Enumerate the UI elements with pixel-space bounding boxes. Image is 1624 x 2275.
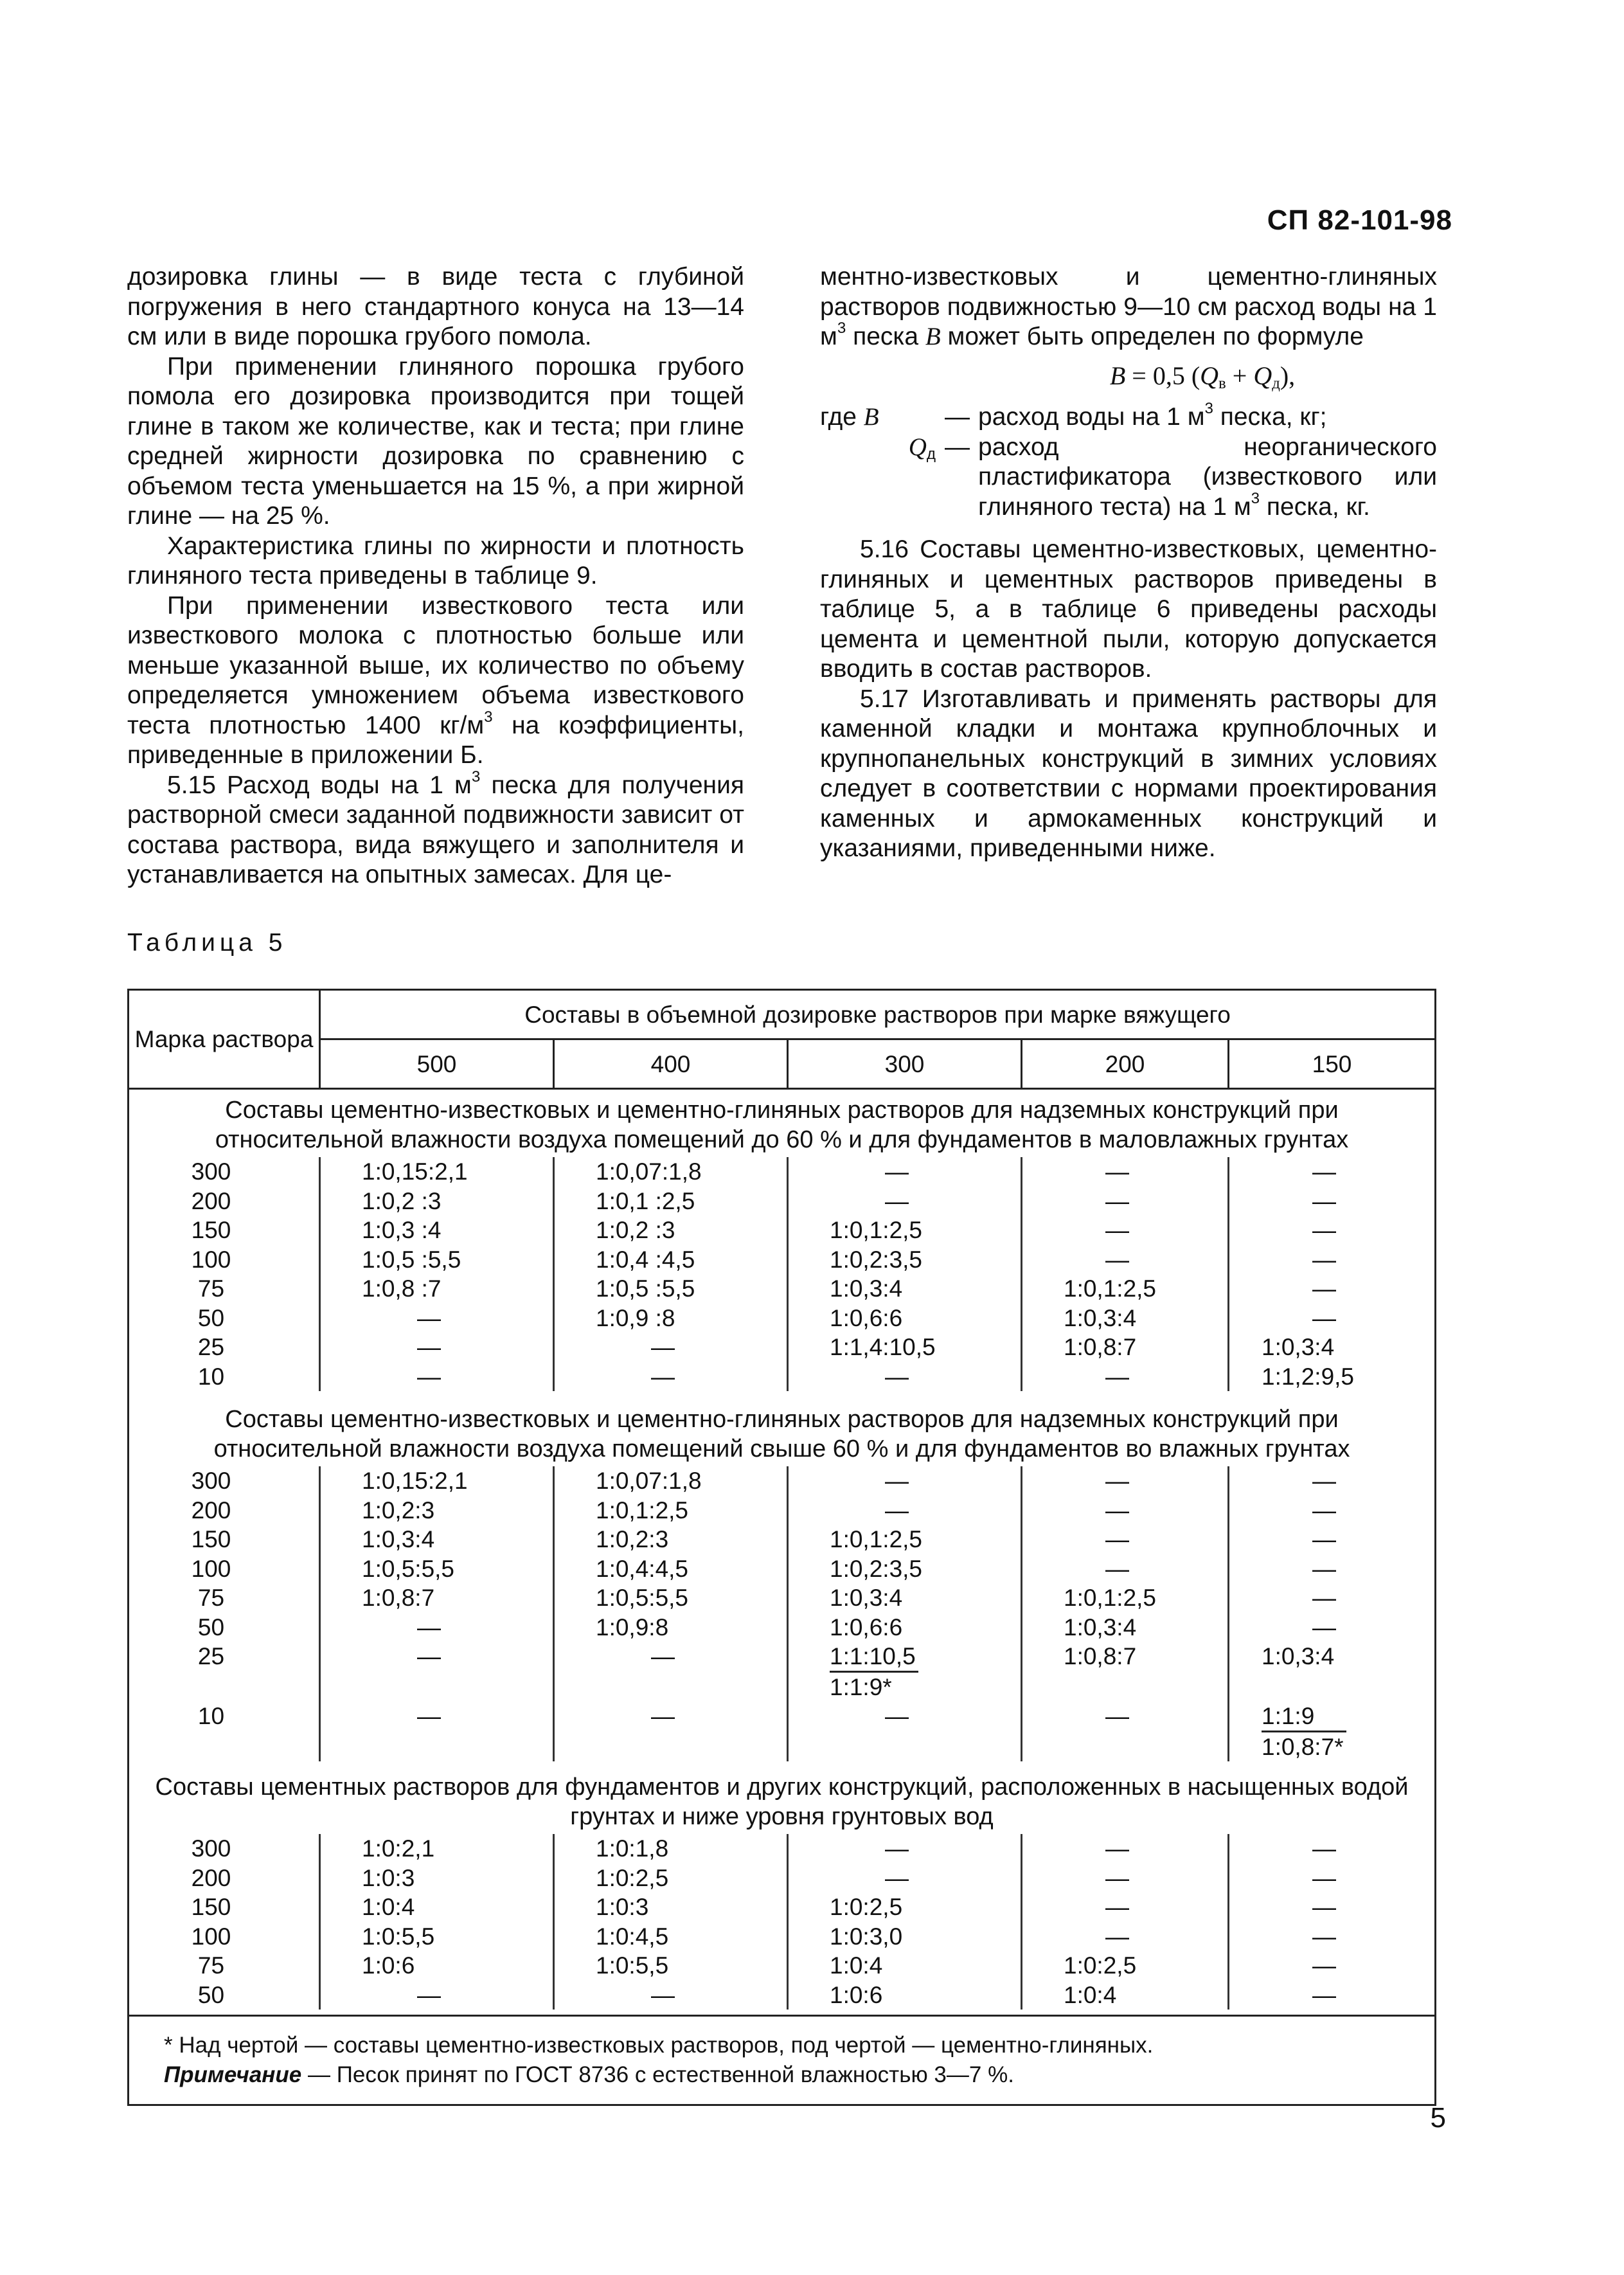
cell-value: — [320, 1981, 554, 2010]
row-mark: 50 [129, 1304, 320, 1333]
cell-value: — [1022, 1362, 1229, 1392]
cell-value: 1:0:3 [320, 1864, 554, 1893]
cell-value: — [1229, 1496, 1436, 1525]
row-mark: 75 [129, 1951, 320, 1981]
cell-value: 1:0,3:4 [1022, 1613, 1229, 1642]
table-header-row [129, 990, 1436, 1039]
cell-value: 1:0,2:3,5 [788, 1245, 1022, 1275]
table-row [129, 1362, 1436, 1392]
cell-value: 1:0,2 :3 [554, 1216, 788, 1245]
cell-value: 1:0,07:1,8 [554, 1466, 788, 1496]
definition-row: где B — расход воды на 1 $м^3$ песка, кг; [820, 399, 1327, 431]
table-row [129, 1216, 1436, 1245]
cell-value: 1:0:3,0 [788, 1922, 1022, 1952]
paragraph-water-consumption: ментно-известковых и цементно-глиняных растворов подвижностью 9—10 см расход воды на 1 $м^3$ песка B может быть определен по формуле [820, 263, 1437, 350]
section-spacer [129, 1391, 1436, 1396]
table-caption: Таблица 5 [127, 929, 287, 957]
cell-value: 1:0,1 :2,5 [554, 1187, 788, 1216]
section-3-body [129, 1764, 1436, 2016]
cell-value: — [554, 1333, 788, 1362]
cell-value: 1:0,9 :8 [554, 1304, 788, 1333]
cell-value: 1:0,6:6 [788, 1613, 1022, 1642]
cell-value: — [1229, 1834, 1436, 1864]
header-grade-300: 300 [788, 1039, 1022, 1089]
paragraph-clay-powder: При применении глиняного порошка грубого помола его дозировка производится при тощей глине в таком же количестве, как и теста; при глине средней жирности дозировка по сравнению с объемом теста уменьшается на 15 %, а при жирной глине — на 25 %. [127, 352, 744, 530]
header-grade-150: 150 [1229, 1039, 1436, 1089]
cell-value: 1:0,5:5,5 [554, 1583, 788, 1613]
table-header-grades [129, 1039, 1436, 1089]
cell-value: 1:0,1:2,5 [554, 1496, 788, 1525]
cell-value: — [1229, 1274, 1436, 1304]
cell-value: 1:0,8:7 [1022, 1333, 1229, 1362]
water-formula: B = 0,5 $(Q_в + Q_д)$, [1109, 361, 1296, 392]
cell-value: 1:0,1:2,5 [1022, 1274, 1229, 1304]
cell-value: — [1229, 1951, 1436, 1981]
cell-value: 1:0:4 [320, 1893, 554, 1922]
table-row [129, 1834, 1436, 1864]
table-row [129, 1981, 1436, 2010]
cell-value: — [1229, 1187, 1436, 1216]
cell-value: — [1022, 1834, 1229, 1864]
table-row [129, 1304, 1436, 1333]
table-row [129, 1187, 1436, 1216]
page-number: 5 [1430, 2102, 1446, 2134]
cell-value: 1:0,6:6 [788, 1304, 1022, 1333]
cell-value: 1:0:6 [320, 1951, 554, 1981]
table-row: 10 — — — — 1:1:9 1:0,8:7* [129, 1702, 1436, 1761]
table-row [129, 1496, 1436, 1525]
section-2-body [129, 1396, 1436, 1642]
cell-value: — [1022, 1187, 1229, 1216]
header-group: Составы в объемной дозировке растворов при марке вяжущего [320, 990, 1436, 1039]
cell-value: 1:0,3:4 [1229, 1333, 1436, 1362]
cell-value: — [554, 1362, 788, 1392]
left-text-column [127, 262, 744, 890]
row-mark: 75 [129, 1274, 320, 1304]
paragraph-5-16: 5.16 Составы цементно-известковых, цементно-глиняных и цементных растворов приведены в таблице 5, а в таблице 6 приведены расходы цемента и цементной пыли, которую допускается вводить в состав растворов. [820, 535, 1437, 683]
cell-value: — [1022, 1216, 1229, 1245]
row-mark: 300 [129, 1466, 320, 1496]
row-mark: 200 [129, 1187, 320, 1216]
section-title: Составы цементно-известковых и цементно-глиняных растворов для надземных конструкций при относительной влажности воздуха помещений до 60 % и для фундаментов в маловлажных грунтах [129, 1089, 1436, 1158]
cell-value: 1:0,2:3 [554, 1525, 788, 1554]
cell-value: 1:0,15:2,1 [320, 1466, 554, 1496]
row-mark: 200 [129, 1496, 320, 1525]
cell-value: — [788, 1496, 1022, 1525]
cell-value: 1:0:4,5 [554, 1922, 788, 1952]
cell-value: — [1022, 1864, 1229, 1893]
table-row [129, 1554, 1436, 1584]
cell-value: 1:0:4 [788, 1951, 1022, 1981]
cell-value: 1:0,3 :4 [320, 1216, 554, 1245]
paragraph-clay-dosage: дозировка глины — в виде теста с глубиной погружения в него стандартного конуса на 13—14 см или в виде порошка грубого помола. [127, 263, 744, 350]
cell-value: 1:0,4:4,5 [554, 1554, 788, 1584]
row-mark: 100 [129, 1554, 320, 1584]
cell-value: — [1022, 1466, 1229, 1496]
cell-value: — [788, 1834, 1022, 1864]
cell-value: 1:0,07:1,8 [554, 1157, 788, 1187]
row-mark: 150 [129, 1525, 320, 1554]
definition-row: $Q_д$ — расход неорганического пластификатора (известкового или глиняного теста) на 1 $м^3$ песка, кг. [908, 433, 1437, 521]
cell-value: 1:0:3 [554, 1893, 788, 1922]
cell-value: — [1229, 1157, 1436, 1187]
cell-value: — [1229, 1893, 1436, 1922]
paragraph-clay-characteristics: Характеристика глины по жирности и плотность глиняного теста приведены в таблице 9. [127, 532, 744, 589]
header-mark: Марка раствора [129, 990, 320, 1089]
table-row [129, 1893, 1436, 1922]
section-1-body [129, 1089, 1436, 1397]
cell-value: 1:0,1:2,5 [788, 1525, 1022, 1554]
cell-value: 1:1,4:10,5 [788, 1333, 1022, 1362]
table-footnote: * Над чертой — составы цементно-известковых растворов, под чертой — цементно-глиняных. [164, 2033, 1154, 2058]
cell-value: — [1022, 1157, 1229, 1187]
row-mark: 150 [129, 1893, 320, 1922]
formula-definitions [820, 399, 1437, 522]
cell-value: — [1022, 1525, 1229, 1554]
cell-value: — [788, 1864, 1022, 1893]
cell-value: — [1229, 1304, 1436, 1333]
row-mark: 150 [129, 1216, 320, 1245]
cell-value: 1:0:1,8 [554, 1834, 788, 1864]
table-row: 25 — — 1:1:10,5 1:1:9* 1:0,8:7 1:0,3:4 [129, 1642, 1436, 1702]
row-mark: 300 [129, 1834, 320, 1864]
cell-value: 1:0,4 :4,5 [554, 1245, 788, 1275]
section-title: Составы цементных растворов для фундаментов и других конструкций, расположенных в насыщенных водой грунтах и ниже уровня грунтовых вод [129, 1764, 1436, 1834]
table-row [129, 1466, 1436, 1496]
row-mark: 300 [129, 1157, 320, 1187]
paragraph-5-15: 5.15 Расход воды на 1 $м^3$ песка для получения растворной смеси заданной подвижности зависит от состава раствора, вида вяжущего и заполнителя и устанавливается на опытных замесах. Для це- [127, 768, 744, 888]
cell-value: 1:0,9:8 [554, 1613, 788, 1642]
row-mark: 10 [129, 1362, 320, 1392]
table-row [129, 1333, 1436, 1362]
row-mark: 100 [129, 1245, 320, 1275]
section-title-row [129, 1396, 1436, 1466]
cell-value: 1:0:2,5 [788, 1893, 1022, 1922]
cell-value: 1:1,2:9,5 [1229, 1362, 1436, 1392]
header-grade-500: 500 [320, 1039, 554, 1089]
table-row [129, 1951, 1436, 1981]
cell-value: 1:0,1:2,5 [1022, 1583, 1229, 1613]
cell-value: 1:0:2,5 [1022, 1951, 1229, 1981]
cell-value: — [1229, 1245, 1436, 1275]
cell-value: — [788, 1362, 1022, 1392]
row-mark: 50 [129, 1613, 320, 1642]
cell-value: — [1229, 1583, 1436, 1613]
cell-value: 1:0,5:5,5 [320, 1554, 554, 1584]
cell-value: 1:0,8 :7 [320, 1274, 554, 1304]
cell-value: 1:0,2:3 [320, 1496, 554, 1525]
header-grade-400: 400 [554, 1039, 788, 1089]
section-spacer [129, 2010, 1436, 2016]
document-code: СП 82-101-98 [1267, 204, 1452, 236]
section-title-row [129, 1089, 1436, 1158]
table-note: Примечание — Песок принят по ГОСТ 8736 с естественной влажностью 3—7 %. [164, 2062, 1014, 2087]
cell-value: — [1022, 1496, 1229, 1525]
cell-value: — [788, 1157, 1022, 1187]
cell-value: 1:0,5 :5,5 [554, 1274, 788, 1304]
header-grade-200: 200 [1022, 1039, 1229, 1089]
cell-value: — [1229, 1922, 1436, 1952]
cell-value: 1:0,3:4 [1022, 1304, 1229, 1333]
cell-value: 1:0,3:4 [320, 1525, 554, 1554]
table-row [129, 1245, 1436, 1275]
cell-value: — [1229, 1864, 1436, 1893]
cell-value: 1:0:5,5 [320, 1922, 554, 1952]
cell-value: — [1022, 1893, 1229, 1922]
cell-value: — [1229, 1466, 1436, 1496]
cell-value: 1:0:4 [1022, 1981, 1229, 2010]
paragraph-5-17: 5.17 Изготавливать и применять растворы для каменной кладки и монтажа крупноблочных и крупнопанельных конструкций в зимних условиях следует в соответствии с нормами проектирования каменных и армокаменных конструкций и указаниями, приведенными ниже. [820, 685, 1437, 862]
section-title-row [129, 1764, 1436, 1834]
cell-value: — [1022, 1554, 1229, 1584]
cell-value: 1:0,15:2,1 [320, 1157, 554, 1187]
cell-value: 1:0,3:4 [788, 1583, 1022, 1613]
table-row [129, 1613, 1436, 1642]
cell-value: — [788, 1466, 1022, 1496]
cell-value: — [1229, 1981, 1436, 2010]
row-mark: 75 [129, 1583, 320, 1613]
cell-value: 1:0:2,5 [554, 1864, 788, 1893]
cell-value: 1:0:5,5 [554, 1951, 788, 1981]
table-row [129, 1525, 1436, 1554]
cell-value: — [554, 1981, 788, 2010]
cell-value: — [788, 1187, 1022, 1216]
table-row [129, 1157, 1436, 1187]
table-row [129, 1274, 1436, 1304]
cell-value: 1:0,5 :5,5 [320, 1245, 554, 1275]
row-mark: 100 [129, 1922, 320, 1952]
section-2-fraction-rows [129, 1642, 1436, 1764]
table-row [129, 1922, 1436, 1952]
cell-value: 1:0,8:7 [320, 1583, 554, 1613]
section-title: Составы цементно-известковых и цементно-глиняных растворов для надземных конструкций при относительной влажности воздуха помещений свыше 60 % и для фундаментов во влажных грунтах [129, 1396, 1436, 1466]
cell-value: 1:0,1:2,5 [788, 1216, 1022, 1245]
right-text-column [820, 262, 1437, 864]
cell-value: 1:0,2:3,5 [788, 1554, 1022, 1584]
row-mark: 50 [129, 1981, 320, 2010]
cell-value: — [1229, 1554, 1436, 1584]
cell-value: — [1229, 1613, 1436, 1642]
cell-value: 1:0,3:4 [788, 1274, 1022, 1304]
cell-value: 1:0,2 :3 [320, 1187, 554, 1216]
cell-value: — [320, 1362, 554, 1392]
cell-value: — [320, 1304, 554, 1333]
paragraph-lime-paste: При применении известкового теста или известкового молока с плотностью больше или меньше указанной выше, их количество по объему определяется умножением объема известкового теста плотностью 1400 $кг/м^3$ на коэффициенты, приведенные в приложении Б. [127, 591, 744, 769]
row-mark: 200 [129, 1864, 320, 1893]
cell-value: 1:0:2,1 [320, 1834, 554, 1864]
cell-value: — [1022, 1922, 1229, 1952]
table-row [129, 1864, 1436, 1893]
mortar-composition-table [127, 989, 1436, 2106]
cell-value: — [1022, 1245, 1229, 1275]
table-row [129, 1583, 1436, 1613]
note-row [129, 2016, 1436, 2105]
row-mark: 25 [129, 1333, 320, 1362]
cell-value: — [320, 1333, 554, 1362]
cell-value: 1:0:6 [788, 1981, 1022, 2010]
table-notes [129, 2016, 1436, 2105]
cell-value: — [320, 1613, 554, 1642]
cell-value: — [1229, 1216, 1436, 1245]
cell-value: — [1229, 1525, 1436, 1554]
